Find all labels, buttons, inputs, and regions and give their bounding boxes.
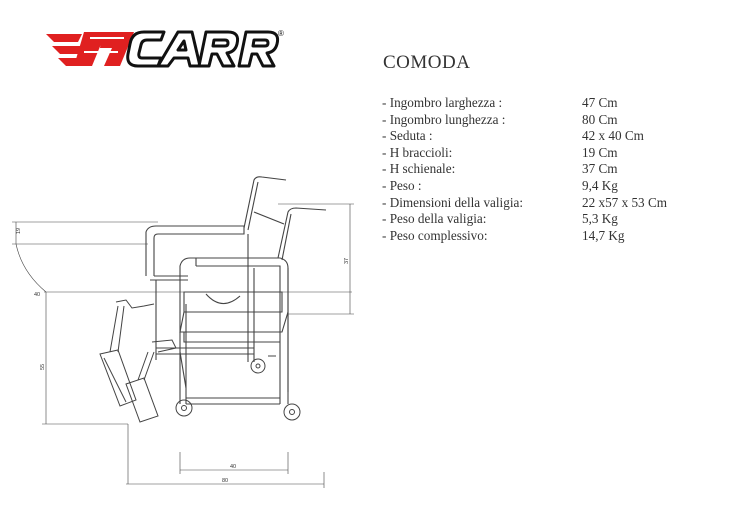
dim-total-length: 80 [222, 478, 229, 484]
spec-label: - Ingombro lunghezza : [382, 111, 506, 127]
footrest-assembly [100, 300, 176, 422]
spec-row [382, 161, 667, 178]
wheels [176, 356, 300, 420]
spec-value: 47 Cm [582, 95, 618, 110]
spec-row [382, 95, 667, 112]
spec-label: - H schienale: [382, 161, 456, 177]
spec-label: - H braccioli: [382, 144, 453, 160]
backrest-frame [244, 177, 326, 260]
spec-value: 19 Cm [582, 144, 618, 160]
spec-label: - Dimensioni della valigia: [382, 194, 523, 210]
registered-mark: ® [278, 29, 284, 38]
spec-value: 5,3 Kg [582, 211, 618, 227]
chair-technical-drawing [8, 172, 368, 492]
spec-value: 42 x 40 Cm [582, 128, 644, 144]
dim-seat-depth: 40 [230, 464, 237, 470]
dim-footrest-angle: 40 [34, 292, 41, 298]
dim-armrest-height: 19 [16, 227, 22, 234]
spec-value: 37 Cm [582, 161, 618, 177]
spec-row [382, 112, 667, 129]
spec-value: 22 x57 x 53 Cm [582, 194, 667, 210]
spec-row [382, 128, 667, 145]
spec-label: - Seduta : [382, 128, 433, 144]
spec-row [382, 228, 667, 245]
spec-label: - Peso : [382, 177, 422, 193]
spec-value: 9,4 Kg [582, 177, 618, 193]
dimension-lines [12, 204, 354, 488]
spec-row [382, 178, 667, 195]
spec-row [382, 195, 667, 212]
spec-label: - Peso della valigia: [382, 211, 487, 227]
dim-seat-height: 55 [40, 363, 46, 370]
dim-backrest-height: 37 [344, 257, 350, 264]
carr-logo [44, 22, 284, 72]
spec-value: 80 Cm [582, 111, 618, 127]
spec-row [382, 211, 667, 228]
brand-swoosh-icon [46, 32, 134, 66]
spec-value: 14,7 Kg [582, 227, 625, 243]
spec-label: - Peso complessivo: [382, 227, 488, 243]
spec-table [382, 95, 667, 244]
chair-frame [146, 226, 288, 404]
carr-wordmark [128, 32, 278, 66]
spec-label: - Ingombro larghezza : [382, 95, 503, 110]
spec-row [382, 145, 667, 162]
product-title: COMODA [383, 52, 471, 73]
